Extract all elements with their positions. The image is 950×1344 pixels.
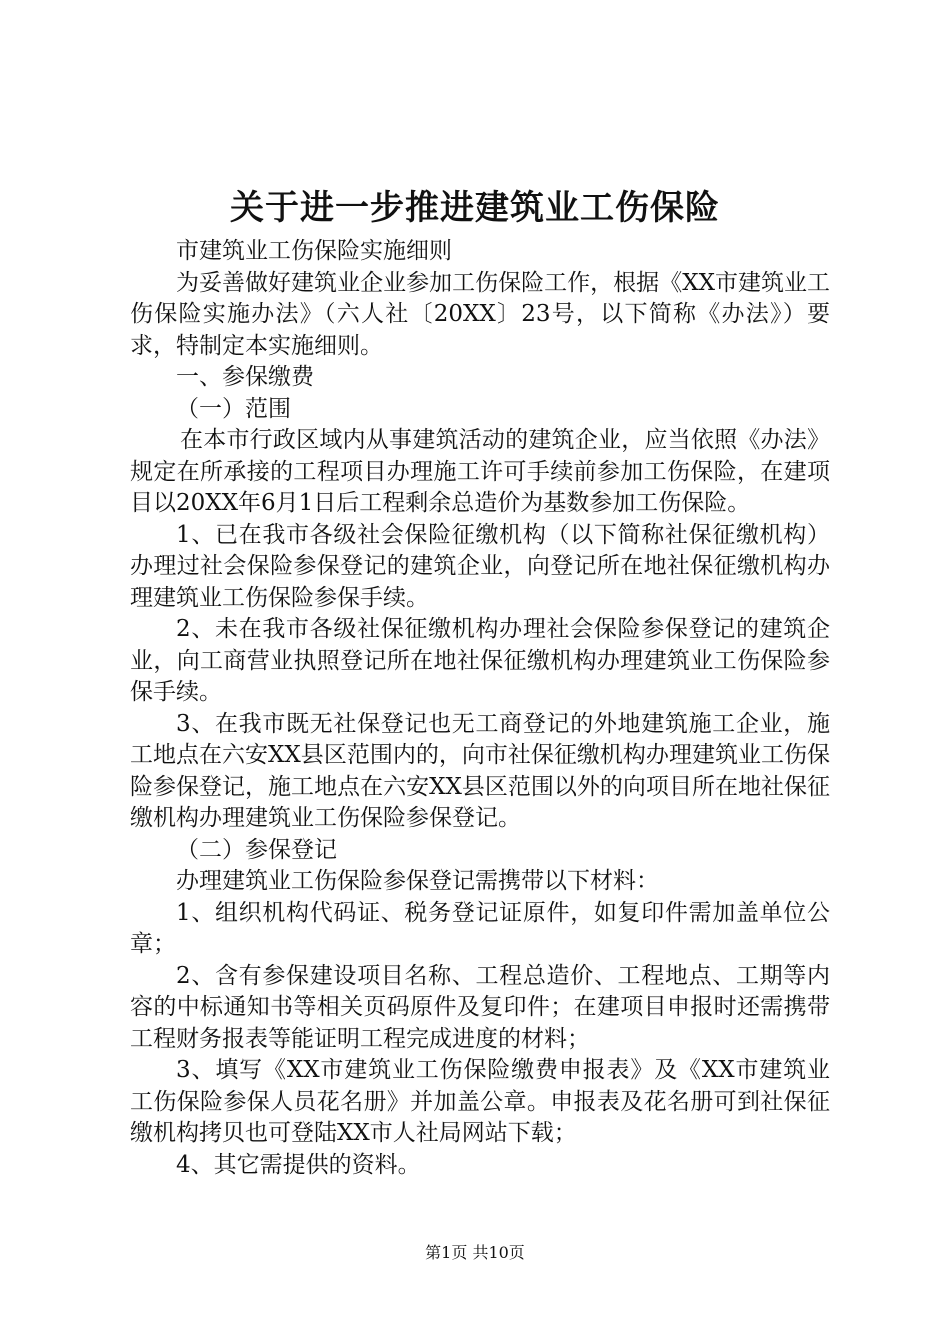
body-paragraph: 办理建筑业工伤保险参保登记需携带以下材料：	[176, 868, 659, 894]
list-item: 2、未在我市各级社保征缴机构办理社会保险参保登记的建筑企业，向工商营业执照登记所在地社保征缴机构办理建筑业工伤保险参保手续。	[130, 616, 830, 705]
list-item: 3、在我市既无社保登记也无工商登记的外地建筑施工企业，施工地点在六安XX县区范围内的，向市社保征缴机构办理建筑业工伤保险参保登记，施工地点在六安XX县区范围以外的向项目所在地社保征缴机构办理建筑业工伤保险参保登记。	[130, 710, 830, 831]
list-item: 1、组织机构代码证、税务登记证原件，如复印件需加盖单位公章；	[130, 899, 830, 957]
body-paragraph: 在本市行政区域内从事建筑活动的建筑企业，应当依照《办法》规定在所承接的工程项目办理施工许可手续前参加工伤保险，在建项目以20XX年6月1日后工程剩余总造价为基数参加工伤保险。	[130, 427, 830, 516]
body-paragraph: 市建筑业工伤保险实施细则	[176, 238, 452, 264]
section-heading: 一、参保缴费	[176, 364, 314, 390]
list-item: 4、其它需提供的资料。	[176, 1151, 421, 1178]
page-number-footer: 第1页 共10页	[425, 1243, 525, 1262]
body-paragraph: 为妥善做好建筑业企业参加工伤保险工作，根据《XX市建筑业工伤保险实施办法》（六人社〔20XX〕23号，以下简称《办法》）要求，特制定本实施细则。	[130, 269, 830, 359]
document-body	[130, 236, 830, 1181]
list-item: 3、填写《XX市建筑业工伤保险缴费申报表》及《XX市建筑业工伤保险参保人员花名册》并加盖公章。申报表及花名册可到社保征缴机构拷贝也可登陆XX市人社局网站下载；	[130, 1057, 830, 1146]
list-item: 1、已在我市各级社会保险征缴机构（以下简称社保征缴机构）办理过社会保险参保登记的建筑企业，向登记所在地社保征缴机构办理建筑业工伤保险参保手续。	[130, 521, 830, 611]
subsection-heading: （二）参保登记	[176, 836, 337, 863]
list-item: 2、含有参保建设项目名称、工程总造价、工程地点、工期等内容的中标通知书等相关页码原件及复印件；在建项目申报时还需携带工程财务报表等能证明工程完成进度的材料；	[130, 962, 830, 1052]
document-title: 关于进一步推进建筑业工伤保险	[230, 188, 720, 228]
subsection-heading: （一）范围	[176, 395, 291, 422]
